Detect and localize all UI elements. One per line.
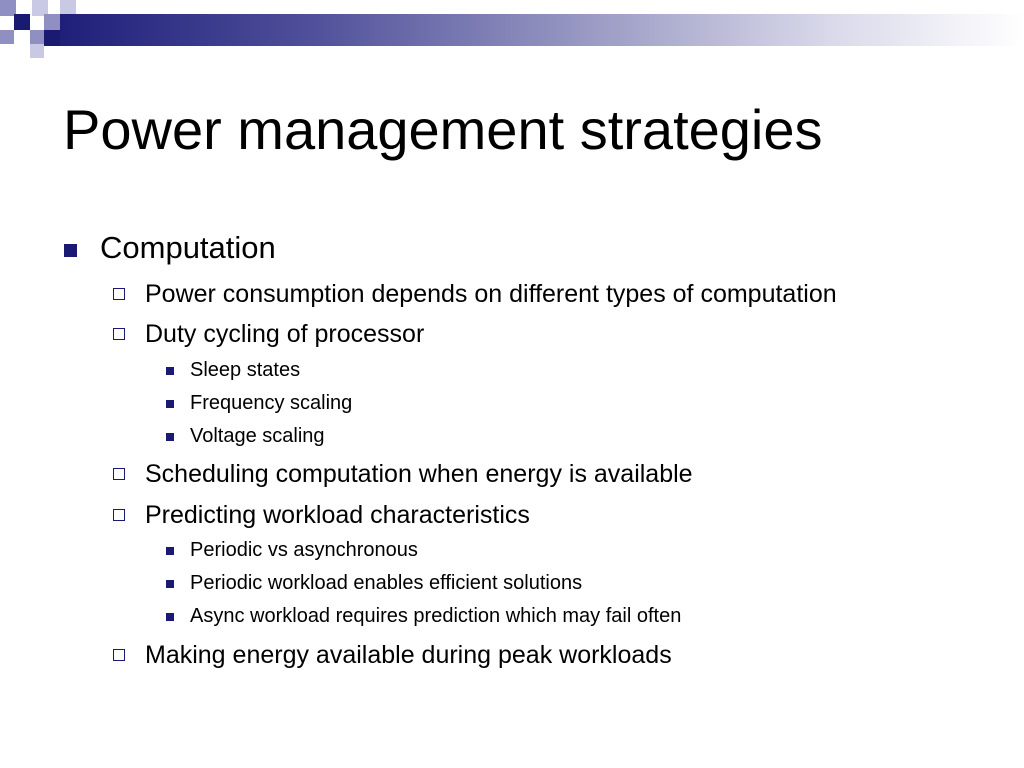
hollow-square-bullet-icon [113, 468, 125, 480]
header-gradient-bar [60, 14, 1024, 46]
small-square-bullet-icon [166, 400, 174, 408]
sub-sub-bullet: Async workload requires prediction which may fail often [190, 605, 682, 627]
sub-bullet: Power consumption depends on different types of computation [145, 280, 837, 308]
sub-bullet: Duty cycling of processor [145, 320, 425, 348]
sub-sub-bullet: Periodic vs asynchronous [190, 539, 418, 561]
hollow-square-bullet-icon [113, 509, 125, 521]
sub-sub-bullet: Periodic workload enables efficient solutions [190, 572, 583, 594]
slide-title: Power management strategies [63, 98, 823, 161]
small-square-bullet-icon [166, 613, 174, 621]
bullet-computation: Computation [100, 230, 276, 265]
hollow-square-bullet-icon [113, 328, 125, 340]
small-square-bullet-icon [166, 433, 174, 441]
filled-square-bullet-icon [64, 244, 77, 257]
small-square-bullet-icon [166, 580, 174, 588]
hollow-square-bullet-icon [113, 649, 125, 661]
sub-sub-bullet: Sleep states [190, 359, 301, 381]
sub-bullet: Making energy available during peak workloads [145, 641, 672, 669]
sub-bullet: Predicting workload characteristics [145, 501, 530, 529]
small-square-bullet-icon [166, 547, 174, 555]
sub-sub-bullet: Voltage scaling [190, 425, 325, 447]
hollow-square-bullet-icon [113, 288, 125, 300]
small-square-bullet-icon [166, 367, 174, 375]
sub-sub-bullet: Frequency scaling [190, 392, 353, 414]
sub-bullet: Scheduling computation when energy is available [145, 460, 693, 488]
